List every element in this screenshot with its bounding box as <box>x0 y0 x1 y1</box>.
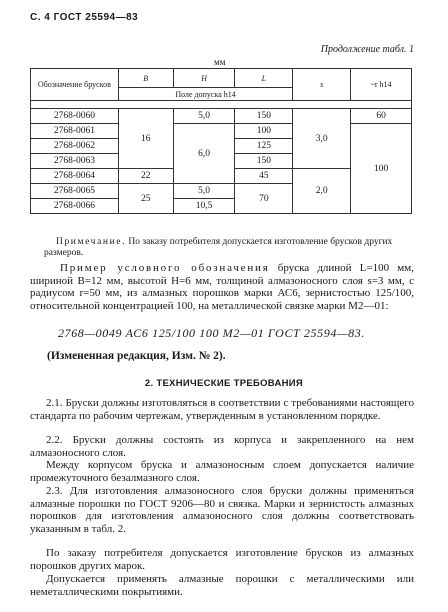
cell-B: 16 <box>118 109 173 169</box>
table-row <box>31 109 412 124</box>
cell-H: 6,0 <box>173 124 235 184</box>
note-label: Примечание. <box>56 237 127 247</box>
col-header-s: s <box>293 69 351 101</box>
section-title: 2. ТЕХНИЧЕСКИЕ ТРЕБОВАНИЯ <box>144 378 304 389</box>
cell-L: 150 <box>235 109 293 124</box>
cell-H: 10,5 <box>173 199 235 214</box>
col-header-r: ~r h14 <box>351 69 412 101</box>
example-lead: Пример условного обозначения <box>60 262 270 274</box>
note-text: По заказу потребителя допускается изготовление брусков других размеров. <box>44 237 393 258</box>
cell-s: 3,0 <box>293 109 351 169</box>
cell-code: 2768-0065 <box>31 184 119 199</box>
cell-code: 2768-0061 <box>31 124 119 139</box>
example-text: бруска длиной L=100 мм, шириной В=12 мм, высотой Н=6 мм, толщиной алмазоносного слоя s=3 мм, с радиусом r=50 мм, из алмазных порошков марки АС6, зернистостью 125/100, относительной концентрацией 100, на металлической связке марки М2—01: <box>30 262 414 312</box>
tolerance-field-label: Поле допуска h14 <box>118 88 292 101</box>
cell-L: 70 <box>235 184 293 214</box>
cell-code: 2768-0063 <box>31 154 119 169</box>
amendment-note: (Измененная редакция, Изм. № 2). <box>47 350 226 362</box>
paragraph-2-2: 2.2. Бруски должны состоять из корпуса и закрепленного на нем алмазоносного слоя. <box>30 434 414 459</box>
cell-L: 100 <box>235 124 293 139</box>
dimensions-table <box>30 68 412 214</box>
cell-L: 150 <box>235 154 293 169</box>
cell-r: 100 <box>351 124 412 214</box>
paragraph-2-3: 2.3. Для изготовления алмазоносного слоя бруски должны применяться алмазные порошки по ГОСТ 9206—80 и связка. Марки и зернистость алмазных порошков для изготовления алмазоносного слоя должны соответствовать указанным в табл. 2. <box>30 485 414 535</box>
page-header: С. 4 ГОСТ 25594—83 <box>30 12 139 23</box>
cell-B: 22 <box>118 169 173 184</box>
cell-H: 5,0 <box>173 109 235 124</box>
cell-L: 45 <box>235 169 293 184</box>
cell-code: 2768-0064 <box>31 169 119 184</box>
table-row <box>31 124 412 139</box>
cell-code: 2768-0062 <box>31 139 119 154</box>
table-unit: мм <box>214 57 226 67</box>
designation-example <box>30 262 414 312</box>
table-note <box>44 237 414 259</box>
col-header-H: Н <box>173 69 235 88</box>
cell-code: 2768-0066 <box>31 199 119 214</box>
col-header-designation: Обозначение брусков <box>31 69 119 101</box>
cell-L: 125 <box>235 139 293 154</box>
paragraph-custom-order: По заказу потребителя допускается изготовление брусков из алмазных порошков других марок. <box>30 547 414 572</box>
designation-formula: 2768—0049 АС6 125/100 100 М2—01 ГОСТ 25594—83. <box>58 326 365 340</box>
cell-B: 25 <box>118 184 173 214</box>
paragraph-interlayer: Между корпусом бруска и алмазоносным слоем допускается наличие промежуточного безалмазного слоя. <box>30 459 414 484</box>
cell-code: 2768-0060 <box>31 109 119 124</box>
cell-r: 60 <box>351 109 412 124</box>
cell-s: 2,0 <box>293 169 351 214</box>
table-continuation-label: Продолжение табл. 1 <box>320 44 414 55</box>
col-header-L: L <box>235 69 293 88</box>
col-header-B: В <box>118 69 173 88</box>
cell-H: 5,0 <box>173 184 235 199</box>
paragraph-coatings: Допускается применять алмазные порошки с металлическими или неметаллическими покрытиями. <box>30 573 414 598</box>
paragraph-2-1: 2.1. Бруски должны изготовляться в соответствии с требованиями настоящего стандарта по рабочим чертежам, утвержденным в установленном порядке. <box>30 397 414 422</box>
